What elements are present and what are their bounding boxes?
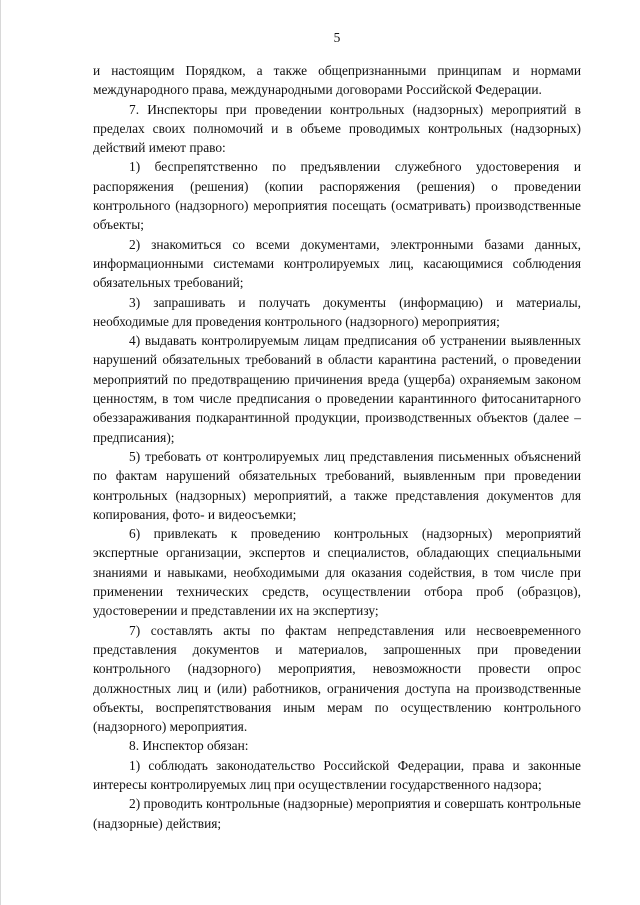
paragraph-clause-7-item-3: 3) запрашивать и получать документы (информацию) и материалы, необходимые для проведения контрольного (надзорного) мероприятия; <box>93 294 581 329</box>
scan-edge <box>0 0 1 905</box>
paragraph-clause-7-item-1: 1) беспрепятственно по предъявлении служебного удостоверения и распоряжения (решения) (копии распоряжения (решения) о проведении контрольного (надзорного) мероприятия посещать (осматривать) производственные объекты; <box>93 159 581 233</box>
paragraph-clause-8-item-2: 2) проводить контрольные (надзорные) мероприятия и совершать контрольные (надзорные) действия; <box>93 796 581 831</box>
paragraph-clause-7-item-4: 4) выдавать контролируемым лицам предписания об устранении выявленных нарушений обязательных требований в области карантина растений, о проведении мероприятий по предотвращению причинения вреда (ущерба) охраняемым законом ценностям, в том числе предписания о проведении карантинного фитосанитарного обеззараживания подкарантинной продукции, производственных объектов (далее – предписания); <box>93 333 581 445</box>
paragraph-clause-7-item-2: 2) знакомиться со всеми документами, электронными базами данных, информационными системами контролируемых лиц, касающимися соблюдения обязательных требований; <box>93 236 581 291</box>
paragraph-clause-8-item-1: 1) соблюдать законодательство Российской Федерации, права и законные интересы контролируемых лиц при осуществлении государственного надзора; <box>93 757 581 792</box>
paragraph-clause-8: 8. Инспектор обязан: <box>129 738 249 754</box>
paragraph-clause-7-item-5: 5) требовать от контролируемых лиц представления письменных объяснений по фактам нарушений обязательных требований, выявленным при проведении контрольных (надзорных) мероприятий, а также представления документов для копирования, фото- и видеосъемки; <box>93 448 581 522</box>
document-page <box>93 0 581 905</box>
paragraph-clause-7-item-7: 7) составлять акты по фактам непредставления или несвоевременного представления документов и материалов, запрошенных при проведении контрольного (надзорного) мероприятия, невозможности провести опрос должностных лиц и (или) работников, ограничения доступа на производственные объекты, воспрепятствования иным мерам по осуществлению контрольного (надзорного) мероприятия. <box>93 622 581 735</box>
paragraph-continuation: и настоящим Порядком, а также общепризнанными принципам и нормами международного права, международными договорами Российской Федерации. <box>93 63 581 98</box>
paragraph-clause-7-item-6: 6) привлекать к проведению контрольных (надзорных) мероприятий экспертные организации, экспертов и специалистов, обладающих специальными знаниями и навыками, необходимыми для оказания содействия, в том числе при применении технических средств, осуществлении отбора проб (образцов), удостоверении и представлении их на экспертизу; <box>93 526 581 619</box>
page-number: 5 <box>333 30 341 45</box>
document-body <box>93 61 581 833</box>
paragraph-clause-7: 7. Инспекторы при проведении контрольных (надзорных) мероприятий в пределах своих полномочий и в объеме проводимых контрольных (надзорных) действий имеют право: <box>93 101 581 156</box>
